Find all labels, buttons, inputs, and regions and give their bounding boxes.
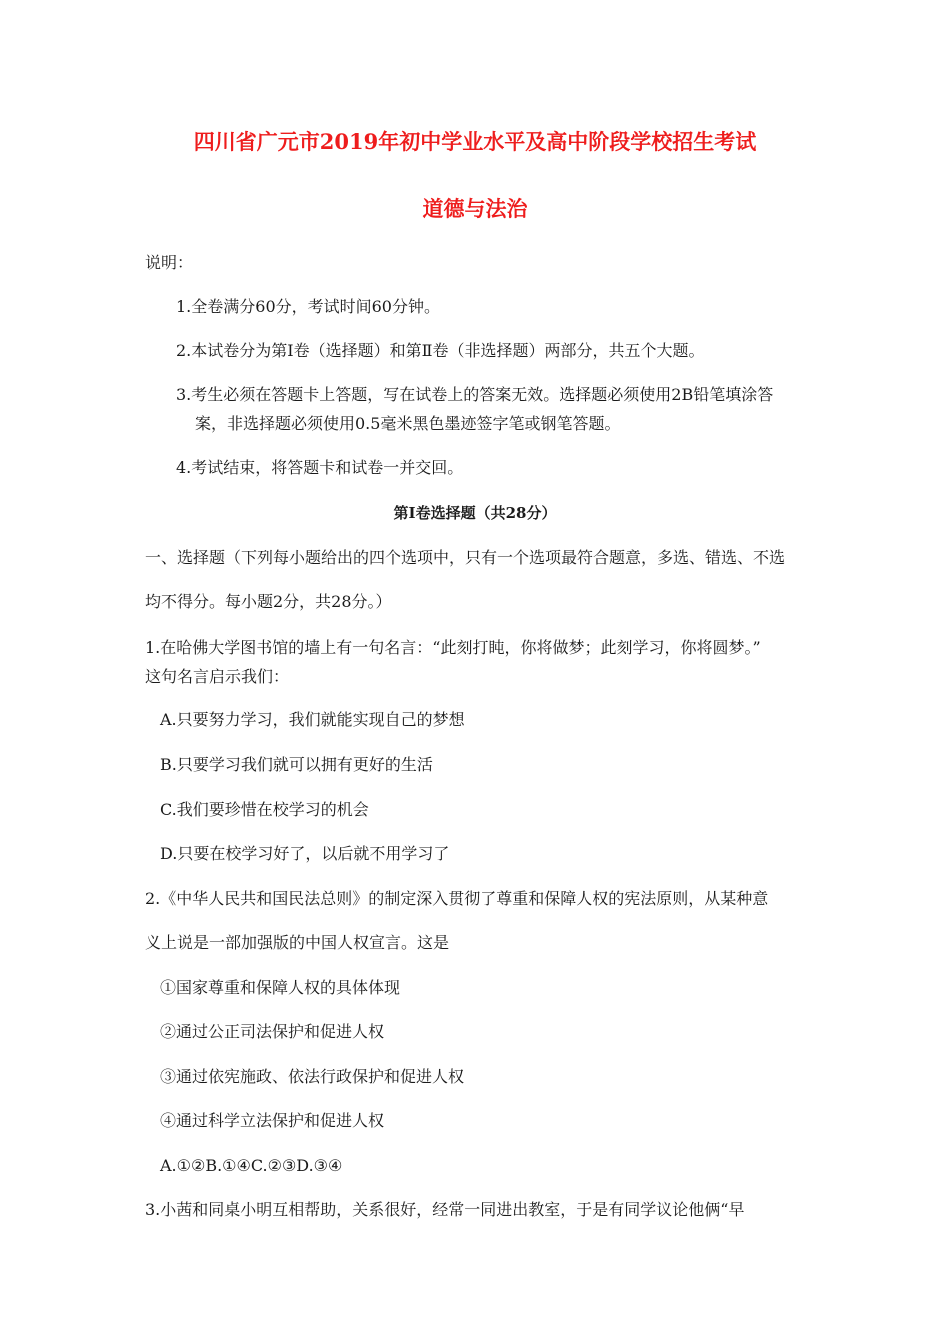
question-1-option-c: C.我们要珍惜在校学习的机会 bbox=[160, 800, 369, 819]
section-intro: 一、选择题（下列每小题给出的四个选项中，只有一个选项最符合题意，多选、错选、不选 bbox=[145, 548, 786, 567]
question-1-stem-continued: 这句名言启示我们： bbox=[145, 667, 290, 686]
question-2-item-4: ④通过科学立法保护和促进人权 bbox=[160, 1111, 385, 1130]
question-1-option-b: B.只要学习我们就可以拥有更好的生活 bbox=[160, 755, 433, 774]
question-1-option-d: D.只要在校学习好了，以后就不用学习了 bbox=[160, 844, 450, 863]
instruction-item: 2.本试卷分为第Ⅰ卷（选择题）和第Ⅱ卷（非选择题）两部分，共五个大题。 bbox=[176, 341, 705, 360]
question-2-item-3: ③通过依宪施政、依法行政保护和促进人权 bbox=[160, 1067, 465, 1086]
question-2-item-2: ②通过公正司法保护和促进人权 bbox=[160, 1022, 385, 1041]
instruction-item: 1.全卷满分60分，考试时间60分钟。 bbox=[176, 297, 440, 316]
question-2-stem-continued: 义上说是一部加强版的中国人权宣言。这是 bbox=[145, 933, 450, 952]
question-2-options: A.①②B.①④C.②③D.③④ bbox=[160, 1156, 343, 1175]
exam-title: 四川省广元市2019年初中学业水平及高中阶段学校招生考试 bbox=[193, 129, 757, 154]
exam-subject: 道德与法治 bbox=[422, 196, 528, 221]
question-2-item-1: ①国家尊重和保障人权的具体体现 bbox=[160, 978, 401, 997]
question-3-stem: 3.小茜和同桌小明互相帮助，关系很好，经常一同进出教室，于是有同学议论他俩“早 bbox=[145, 1200, 745, 1219]
section-heading: 第Ⅰ卷选择题（共28分） bbox=[393, 504, 557, 522]
question-2-stem: 2.《中华人民共和国民法总则》的制定深入贯彻了尊重和保障人权的宪法原则，从某种意 bbox=[145, 889, 769, 908]
instruction-item: 4.考试结束，将答题卡和试卷一并交回。 bbox=[176, 458, 464, 477]
question-1-option-a: A.只要努力学习，我们就能实现自己的梦想 bbox=[160, 710, 465, 729]
instruction-item: 3.考生必须在答题卡上答题，写在试卷上的答案无效。选择题必须使用2B铅笔填涂答 bbox=[176, 385, 774, 404]
instructions-heading: 说明： bbox=[145, 253, 194, 272]
instruction-item-continued: 案，非选择题必须使用0.5毫米黑色墨迹签字笔或钢笔答题。 bbox=[195, 414, 621, 433]
section-intro-continued: 均不得分。每小题2分，共28分。） bbox=[145, 592, 392, 611]
question-1-stem: 1.在哈佛大学图书馆的墙上有一句名言：“此刻打盹，你将做梦；此刻学习，你将圆梦。” bbox=[145, 638, 761, 657]
